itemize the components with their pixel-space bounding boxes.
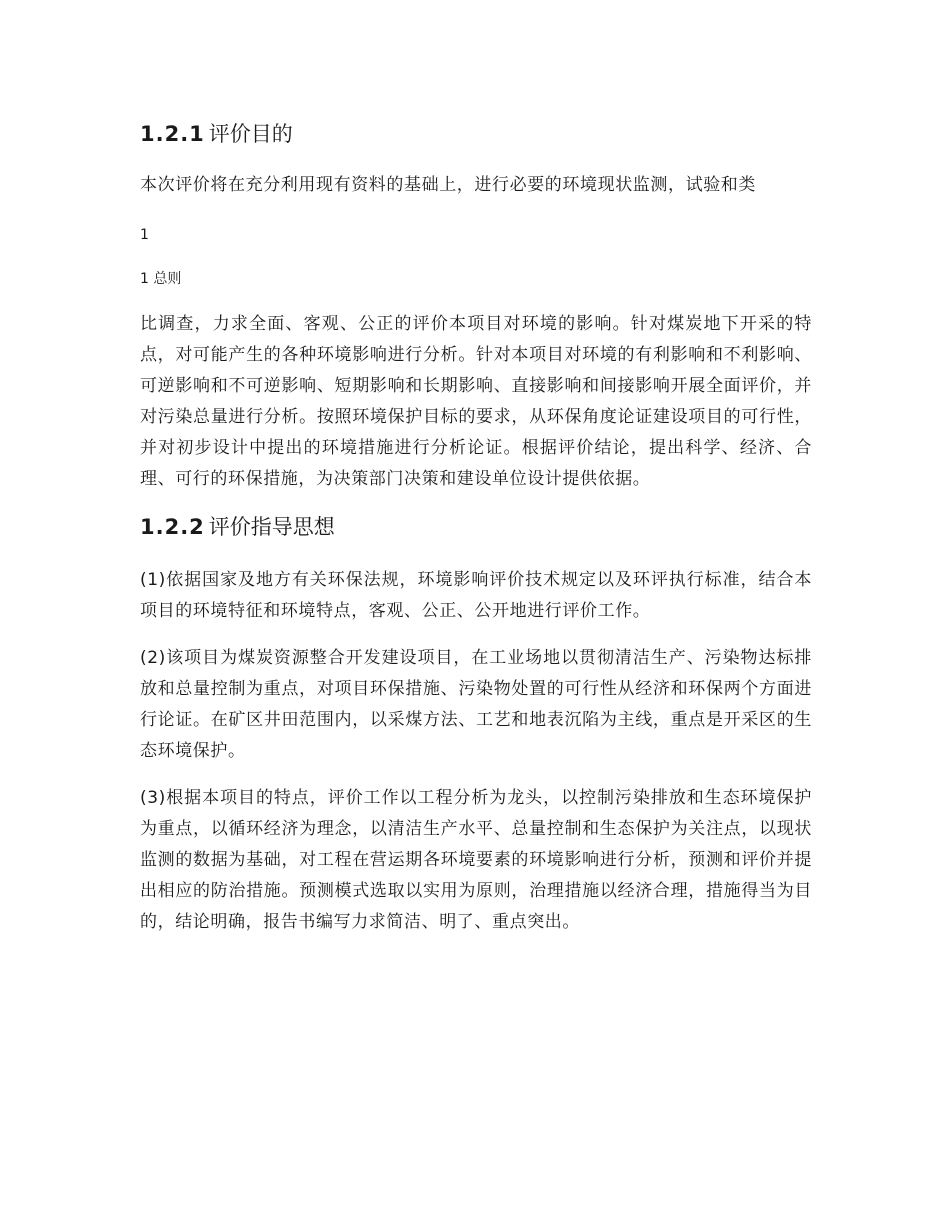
guideline-paragraph-2: (2)该项目为煤炭资源整合开发建设项目，在工业场地以贯彻清洁生产、污染物达标排放和总量控制为重点，对项目环保措施、污染物处置的可行性从经济和环保两个方面进行论证。在矿区井田范围内，以采煤方法、工艺和地表沉陷为主线，重点是开采区的生态环境保护。 [140,648,812,761]
intro-paragraph: 本次评价将在充分利用现有资料的基础上，进行必要的环境现状监测，试验和类 [140,175,756,195]
running-head: 1 总则 [140,271,182,287]
page-number: 1 [140,227,149,243]
section-heading-1-2-2 [140,511,812,543]
section-title: 评价指导思想 [208,515,335,539]
document-page [140,118,812,938]
guideline-paragraph-3: (3)根据本项目的特点，评价工作以工程分析为龙头，以控制污染排放和生态环境保护为重点，以循环经济为理念，以清洁生产水平、总量控制和生态保护为关注点，以现状监测的数据为基础，对工程在营运期各环境要素的环境影响进行分析，预测和评价并提出相应的防治措施。预测模式选取以实用为原则，治理措施以经济合理，措施得当为目的，结论明确，报告书编写力求简洁、明了、重点突出。 [140,788,812,932]
section-title: 评价目的 [208,122,293,146]
continuation-paragraph: 比调查，力求全面、客观、公正的评价本项目对环境的影响。针对煤炭地下开采的特点，对可能产生的各种环境影响进行分析。针对本项目对环境的有利影响和不利影响、可逆影响和不可逆影响、短期影响和长期影响、直接影响和间接影响开展全面评价，并对污染总量进行分析。按照环境保护目标的要求，从环保角度论证建设项目的可行性，并对初步设计中提出的环境措施进行分析论证。根据评价结论，提出科学、经济、合理、可行的环保措施，为决策部门决策和建设单位设计提供依据。 [140,314,812,489]
section-number: 1.2.2 [140,515,205,539]
section-number: 1.2.1 [140,122,205,146]
section-heading-1-2-1 [140,118,812,150]
guideline-paragraph-1: (1)依据国家及地方有关环保法规，环境影响评价技术规定以及环评执行标准，结合本项目的环境特征和环境特点，客观、公正、公开地进行评价工作。 [140,570,812,621]
